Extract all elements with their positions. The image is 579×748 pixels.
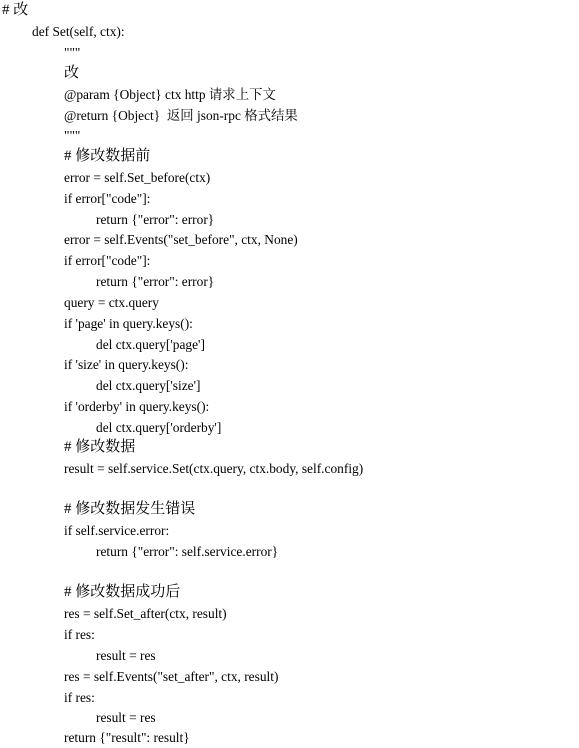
comment-before-update: # 修改数据前 <box>64 148 151 164</box>
code-line: if error["code"]: <box>64 191 151 206</box>
code-line: result = res <box>96 648 156 663</box>
comment-update: # 修改数据 <box>64 439 136 455</box>
docstring-return: @return {Object} 返回 json-rpc 格式结果 <box>64 108 298 123</box>
code-line: res = self.Set_after(ctx, result) <box>64 606 227 621</box>
code-line: query = ctx.query <box>64 295 159 310</box>
section-heading: # 改 <box>2 2 29 18</box>
code-line: result = self.service.Set(ctx.query, ctx.body, self.config) <box>64 461 364 476</box>
code-line: del ctx.query['orderby'] <box>96 420 222 435</box>
code-line: if 'page' in query.keys(): <box>64 316 193 331</box>
code-line: del ctx.query['size'] <box>96 378 201 393</box>
code-line: if self.service.error: <box>64 523 170 538</box>
code-line: return {"error": error} <box>96 274 215 289</box>
code-line: del ctx.query['page'] <box>96 337 205 352</box>
docstring-close: """ <box>64 128 81 143</box>
code-line: res = self.Events("set_after", ctx, result) <box>64 669 279 684</box>
docstring-summary: 改 <box>64 65 80 81</box>
code-line: return {"error": error} <box>96 212 215 227</box>
function-definition: def Set(self, ctx): <box>32 24 125 39</box>
comment-update-success: # 修改数据成功后 <box>64 584 181 600</box>
code-line: if res: <box>64 627 95 642</box>
code-line: return {"error": self.service.error} <box>96 544 279 559</box>
docstring-open: """ <box>64 45 81 60</box>
code-line: result = res <box>96 710 156 725</box>
comment-update-error: # 修改数据发生错误 <box>64 501 196 517</box>
code-line: if error["code"]: <box>64 253 151 268</box>
docstring-param: @param {Object} ctx http 请求上下文 <box>64 87 276 102</box>
code-line: if res: <box>64 690 95 705</box>
code-line: if 'size' in query.keys(): <box>64 357 189 372</box>
code-line: error = self.Set_before(ctx) <box>64 170 211 185</box>
code-line: if 'orderby' in query.keys(): <box>64 399 210 414</box>
code-line: return {"result": result} <box>64 730 190 745</box>
code-line: error = self.Events("set_before", ctx, None) <box>64 232 298 247</box>
